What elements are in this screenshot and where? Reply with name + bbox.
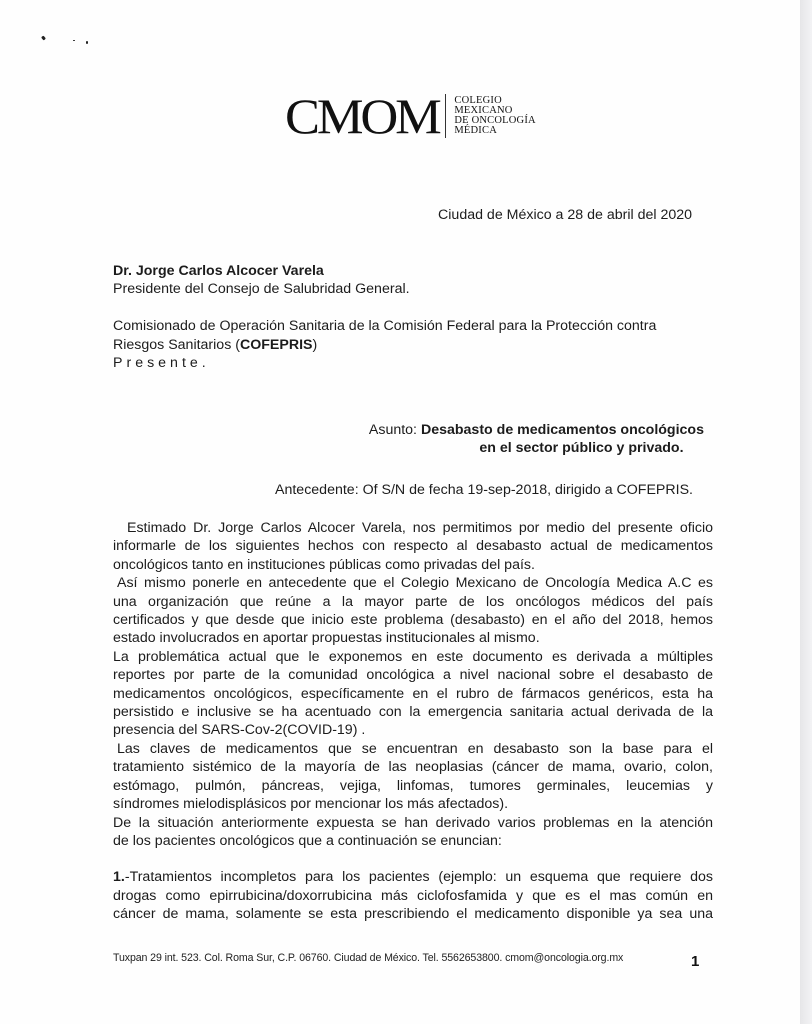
scan-specks <box>40 34 100 48</box>
addressee-second-title: Comisionado de Operación Sanitaria de la Comisión Federal para la Protección contra <box>113 318 657 335</box>
body-line: La problemática actual que le exponemos en este documento es derivada a múltiples <box>113 648 713 665</box>
body-line: tratamiento sistémico de la mayoría de las neoplasias (cáncer de mama, ovario, colon, <box>113 759 713 776</box>
page-number: 1 <box>691 953 700 970</box>
logo-line: MEXICANO <box>454 105 513 116</box>
paragraph-4 <box>113 740 713 814</box>
body-line: De la situación anteriormente expuesta se han derivado varios problemas en la atención <box>113 814 713 831</box>
paragraph-2 <box>113 574 713 648</box>
addressee-title: Presidente del Consejo de Salubridad General. <box>113 281 410 298</box>
logo-line: DE ONCOLOGÍA <box>454 115 536 126</box>
addressee-block <box>113 262 656 372</box>
logo-line: COLEGIO <box>454 95 502 106</box>
body-line: estómago, pulmón, páncreas, vejiga, linfomas, tumores germinales, leucemias y <box>113 777 713 794</box>
paragraph-5 <box>113 814 713 851</box>
speck <box>73 40 75 41</box>
body-line: reportes por parte de la comunidad oncológica a nivel nacional sobre el desabasto de <box>113 667 713 684</box>
body-line: drogas como epirrubicina/doxorrubicina más ciclofosfamida y que es el mas común en <box>113 887 713 904</box>
footer-address: Tuxpan 29 int. 523. Col. Roma Sur, C.P. 06760. Ciudad de México. Tel. 5562653800. cmom@oncologia.org.mx <box>113 952 624 964</box>
greeting: Presente. <box>113 354 210 371</box>
logo-divider <box>445 94 446 138</box>
list-item-1 <box>113 868 713 923</box>
paragraph-1 <box>113 519 713 574</box>
antecedent-line: Antecedente: Of S/N de fecha 19-sep-2018, dirigido a COFEPRIS. <box>275 482 693 498</box>
cmom-logo <box>285 88 536 144</box>
subject-label: Asunto: <box>368 422 421 438</box>
body-line: síndromes mielodisplásicos por mencionar los más afectados). <box>113 796 509 813</box>
subject-line-2: en el sector público y privado. <box>479 440 684 457</box>
body-line: Las claves de medicamentos que se encuentran en desabasto son la base para el <box>117 740 713 757</box>
spacer <box>113 850 713 868</box>
letter-body <box>113 519 713 924</box>
body-line: una organización que reúne a la mayor parte de los oncólogos médicos del país <box>113 593 713 610</box>
item-number: 1. <box>113 869 125 886</box>
body-line: certificados y que desde que inicio este problema (desabasto) en el año del 2018, hemos <box>113 612 713 629</box>
cofepris-prefix: Riesgos Sanitarios ( <box>113 336 240 353</box>
page-edge-shadow <box>800 0 812 1024</box>
body-line: medicamentos oncológicos, específicamente en el rubro de fármacos genéricos, esta ha <box>113 685 713 702</box>
body-line: presencia del SARS-Cov-2(COVID-19) . <box>113 722 366 739</box>
paragraph-3 <box>113 648 713 740</box>
logo-line: MÉDICA <box>454 125 497 136</box>
body-line: informarle de los siguientes hechos con respecto al desabasto actual de medicamentos <box>113 538 713 555</box>
logo-mark: CMOM <box>285 88 439 144</box>
body-line: de los pacientes oncológicos que a continuación se enuncian: <box>113 832 502 849</box>
body-line: estado involucrados en aportar propuestas institucionales al mismo. <box>113 630 540 647</box>
addressee-second-title-cont <box>113 336 656 354</box>
speck <box>41 36 46 41</box>
speck <box>86 41 88 44</box>
cofepris-suffix: ) <box>312 336 318 353</box>
body-line: persistido e inclusive se ha acentuado con la emergencia sanitaria actual derivada de la <box>113 704 713 721</box>
date-line: Ciudad de México a 28 de abril del 2020 <box>438 207 692 223</box>
body-line: Estimado Dr. Jorge Carlos Alcocer Varela, nos permitimos por medio del presente oficio <box>127 520 713 536</box>
body-line: Así mismo ponerle en antecedente que el Colegio Mexicano de Oncología Medica A.C es <box>117 575 713 592</box>
cofepris-acronym: COFEPRIS <box>239 336 313 353</box>
spacer <box>113 299 656 317</box>
subject-block <box>369 421 704 458</box>
item-text: -Tratamientos incompletos para los pacientes (ejemplo: un esquema que requiere dos <box>124 869 713 886</box>
logo-text <box>454 96 535 136</box>
body-line <box>113 868 713 886</box>
body-line: oncológicos tanto en instituciones públicas como privadas del país. <box>113 556 535 573</box>
subject-line-1: Desabasto de medicamentos oncológicos <box>420 422 704 438</box>
addressee-name: Dr. Jorge Carlos Alcocer Varela <box>113 263 324 279</box>
body-line: cáncer de mama, solamente se esta prescribiendo el medicamento disponible ya sea una <box>113 906 713 923</box>
